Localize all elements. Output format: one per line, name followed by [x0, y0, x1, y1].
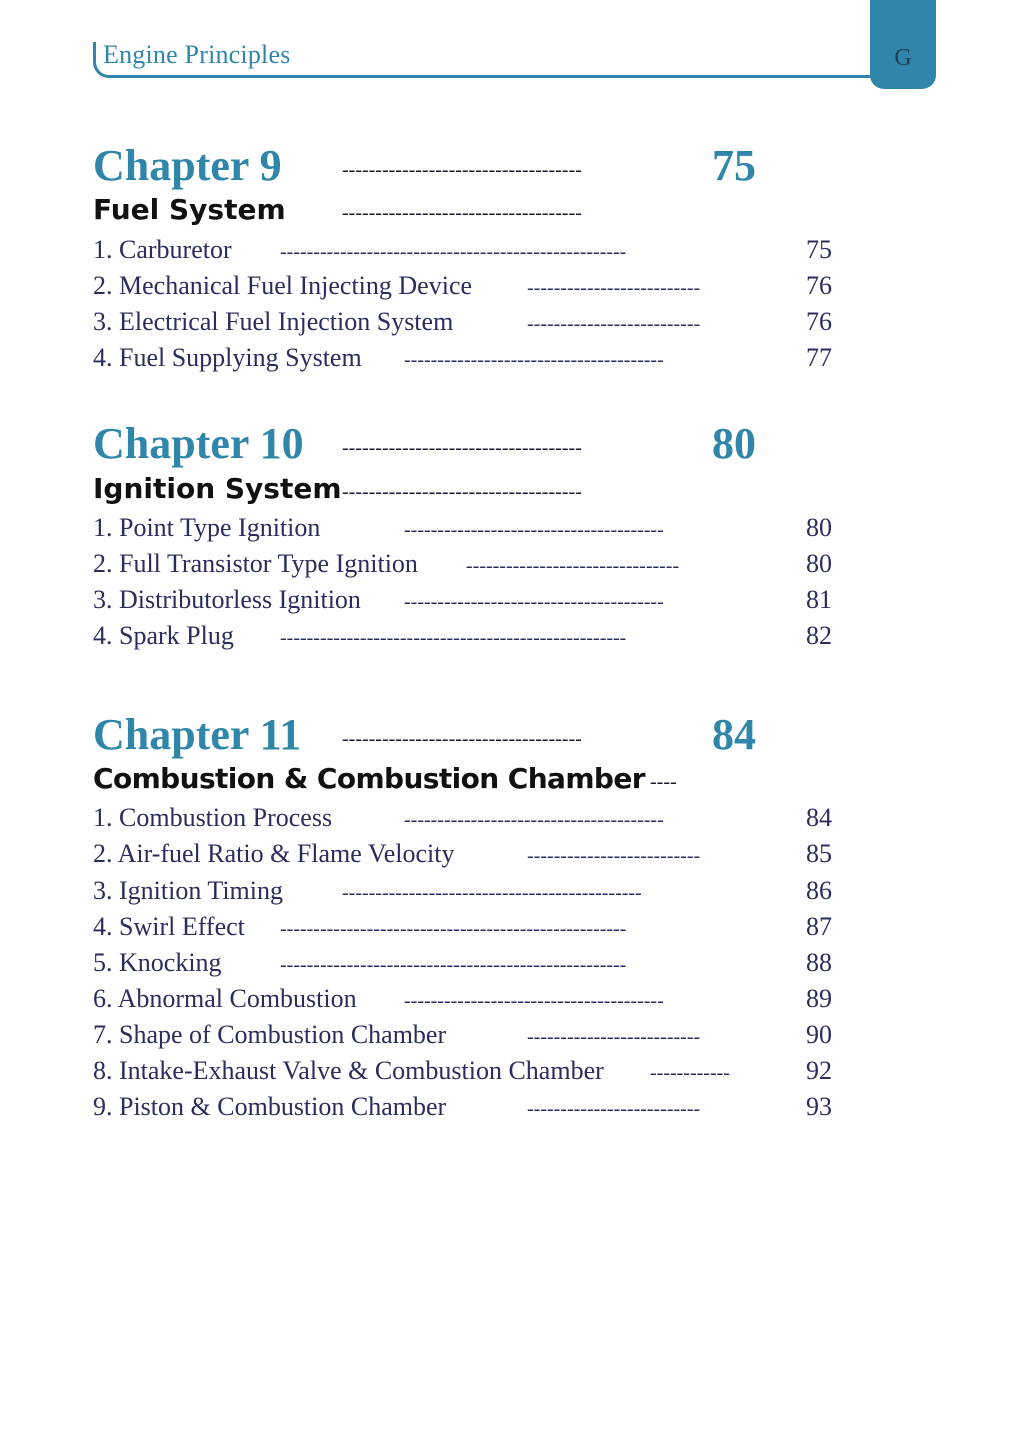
toc-entry-leader: ---------------------------------------	[404, 991, 664, 1011]
toc-entry-label: 2. Air-fuel Ratio & Flame Velocity	[93, 839, 455, 868]
chapter-page-number: 80	[712, 419, 756, 468]
toc-entry-page: 92	[806, 1056, 832, 1085]
toc-entry-leader: --------------------------------	[466, 556, 680, 576]
toc-entry-page: 85	[806, 839, 832, 868]
toc-entry-page: 81	[806, 585, 832, 614]
toc-entry-leader: ---------------------------------------	[404, 810, 664, 830]
toc-entry-label: 4. Spark Plug	[93, 621, 234, 650]
running-header-title: Engine Principles	[103, 40, 291, 69]
chapter-title: Chapter 9	[93, 141, 282, 190]
toc-entry-label: 1. Point Type Ignition	[93, 513, 321, 542]
section-title: Ignition System	[93, 472, 342, 505]
toc-entry-label: 3. Distributorless Ignition	[93, 585, 361, 614]
chapter-leader: ------------------------------------	[342, 729, 582, 749]
toc-entry-page: 88	[806, 948, 832, 977]
toc-entry-leader: --------------------------	[527, 314, 701, 334]
toc-entry-page: 75	[806, 235, 832, 264]
toc-entry-page: 80	[806, 549, 832, 578]
toc-entry-page: 90	[806, 1020, 832, 1049]
toc-entry-page: 76	[806, 271, 832, 300]
section-title: Fuel System	[93, 193, 286, 226]
toc-entry-page: 80	[806, 513, 832, 542]
toc-entry-leader: ---------------------------------------	[404, 592, 664, 612]
toc-entry-page: 77	[806, 343, 832, 372]
toc-entry-leader: ----------------------------------------------------	[280, 628, 627, 648]
toc-entry-leader: ---------------------------------------------	[342, 883, 642, 903]
toc-entry-leader: --------------------------	[527, 1099, 701, 1119]
toc-entry-label: 6. Abnormal Combustion	[93, 984, 357, 1013]
toc-entry-label: 8. Intake-Exhaust Valve & Combustion Chamber	[93, 1056, 604, 1085]
toc-entry-label: 4. Swirl Effect	[93, 912, 245, 941]
toc-entry-label: 3. Electrical Fuel Injection System	[93, 307, 454, 336]
chapter-leader: ------------------------------------	[342, 438, 582, 458]
toc-entry-leader: ----------------------------------------------------	[280, 955, 627, 975]
toc-entry-label: 7. Shape of Combustion Chamber	[93, 1020, 447, 1049]
toc-entry-label: 3. Ignition Timing	[93, 876, 283, 905]
toc-entry-label: 9. Piston & Combustion Chamber	[93, 1092, 447, 1121]
chapter-page-number: 84	[712, 710, 756, 759]
toc-entry-leader: --------------------------	[527, 1027, 701, 1047]
toc-entry-label: 1. Combustion Process	[93, 803, 333, 832]
chapter-leader: ------------------------------------	[342, 160, 582, 180]
section-leader: ----	[650, 772, 677, 792]
toc-entry-page: 84	[806, 803, 832, 832]
toc-entry-leader: --------------------------	[527, 278, 701, 298]
section-tab-letter: G	[894, 45, 912, 71]
toc-entry-leader: ---------------------------------------	[404, 350, 664, 370]
toc-entry-label: 5. Knocking	[93, 948, 222, 977]
toc-entry-label: 2. Full Transistor Type Ignition	[93, 549, 418, 578]
toc-entry-page: 82	[806, 621, 832, 650]
toc-entry-leader: ------------	[650, 1063, 730, 1083]
chapter-title: Chapter 10	[93, 419, 304, 468]
chapter-page-number: 75	[712, 141, 756, 190]
toc-entry-page: 87	[806, 912, 832, 941]
toc-entry-page: 86	[806, 876, 832, 905]
toc-entry-label: 2. Mechanical Fuel Injecting Device	[93, 271, 473, 300]
toc-entry-label: 4. Fuel Supplying System	[93, 343, 362, 372]
section-tab	[870, 0, 936, 89]
toc-entry-page: 93	[806, 1092, 832, 1121]
toc-entry-label: 1. Carburetor	[93, 235, 232, 264]
toc-entry-page: 76	[806, 307, 832, 336]
chapter-title: Chapter 11	[93, 710, 302, 759]
toc-entry-leader: --------------------------	[527, 846, 701, 866]
toc-entry-leader: ---------------------------------------	[404, 520, 664, 540]
toc-entry-leader: ----------------------------------------------------	[280, 242, 627, 262]
section-leader: ------------------------------------	[342, 482, 582, 502]
toc-entry-leader: ----------------------------------------------------	[280, 919, 627, 939]
section-title: Combustion & Combustion Chamber	[93, 762, 645, 795]
section-leader: ------------------------------------	[342, 203, 582, 223]
toc-entry-page: 89	[806, 984, 832, 1013]
